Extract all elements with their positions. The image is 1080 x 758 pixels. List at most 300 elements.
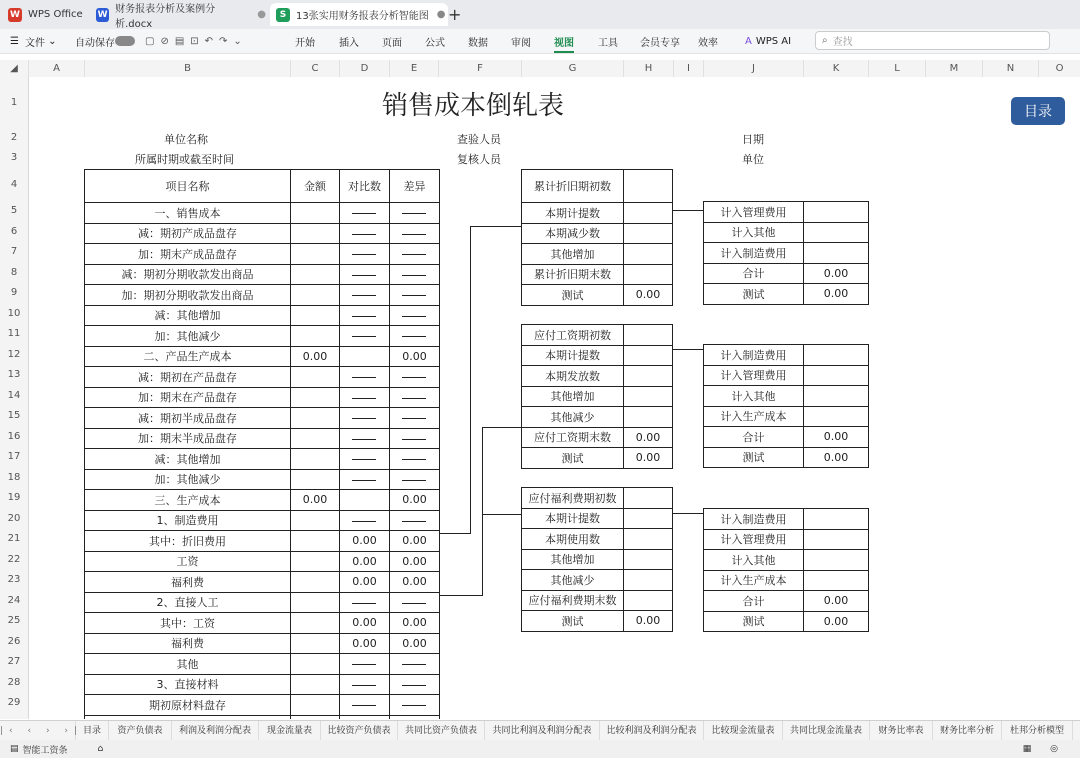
table-cell[interactable]: 二、产品生产成本 <box>85 346 291 367</box>
row-header[interactable]: 18 <box>7 471 21 483</box>
tab-tools[interactable]: 工具 <box>598 37 618 49</box>
table-cell[interactable] <box>390 203 440 224</box>
table-cell[interactable] <box>390 592 440 613</box>
column-header[interactable]: F <box>439 60 522 77</box>
row-header[interactable]: 7 <box>10 246 18 257</box>
table-cell[interactable] <box>340 490 390 511</box>
table-cell[interactable]: 0.00 <box>390 531 440 552</box>
table-cell[interactable] <box>624 345 673 366</box>
sheet-canvas[interactable] <box>29 77 1080 719</box>
table-cell[interactable] <box>390 264 440 285</box>
table-row <box>85 203 440 224</box>
table-cell[interactable]: 福利费 <box>85 633 291 654</box>
dash-mark <box>402 213 426 214</box>
table-cell[interactable]: 0.00 <box>804 427 869 448</box>
table-cell[interactable] <box>390 449 440 470</box>
table-cell[interactable]: 0.00 <box>340 551 390 572</box>
table-cell[interactable]: 累计折旧期初数 <box>522 170 624 203</box>
table-cell[interactable]: 0.00 <box>340 531 390 552</box>
search-input[interactable] <box>815 31 1050 50</box>
table-cell[interactable] <box>291 305 340 326</box>
column-header[interactable]: E <box>390 60 439 77</box>
row-header[interactable]: 12 <box>7 348 21 360</box>
table-cell[interactable]: 本期计提数 <box>522 345 624 366</box>
row-header[interactable]: 23 <box>7 574 21 585</box>
row-header[interactable]: 19 <box>7 492 21 503</box>
row-header[interactable]: 25 <box>7 615 21 626</box>
table-cell[interactable]: 加：期末半成品盘存 <box>85 428 291 449</box>
table-cell[interactable] <box>390 654 440 675</box>
table-cell[interactable] <box>390 285 440 306</box>
connector-line <box>470 226 471 534</box>
table-cell[interactable]: 0.00 <box>340 572 390 593</box>
table-cell[interactable]: 加：其他减少 <box>85 469 291 490</box>
table-cell[interactable] <box>340 654 390 675</box>
table-cell[interactable] <box>624 508 673 529</box>
tab-page[interactable]: 页面 <box>382 37 402 49</box>
table-cell[interactable]: 0.00 <box>390 613 440 634</box>
row-header[interactable]: 20 <box>7 512 21 524</box>
table-cell[interactable] <box>390 408 440 429</box>
select-all-corner[interactable]: ◢ <box>0 60 29 77</box>
table-cell[interactable]: 计入生产成本 <box>704 570 804 591</box>
column-header[interactable]: A <box>29 60 85 77</box>
table-cell[interactable]: 0.00 <box>624 448 673 469</box>
table-cell[interactable] <box>291 223 340 244</box>
table-cell[interactable] <box>291 613 340 634</box>
table-cell[interactable] <box>804 509 869 530</box>
table-cell[interactable]: 合计 <box>704 591 804 612</box>
table-cell[interactable] <box>340 367 390 388</box>
table-cell[interactable] <box>390 510 440 531</box>
table-cell[interactable]: 0.00 <box>804 611 869 632</box>
row-header[interactable]: 8 <box>10 266 18 278</box>
table-cell[interactable] <box>804 243 869 264</box>
tab-home[interactable]: 开始 <box>295 37 315 49</box>
column-header[interactable]: I <box>674 60 704 77</box>
table-row <box>85 613 440 634</box>
row-header[interactable]: 5 <box>10 205 18 216</box>
sheet-tab[interactable]: 共同比资产负债表 <box>398 721 485 741</box>
table-cell[interactable] <box>291 408 340 429</box>
column-header[interactable]: M <box>926 60 983 77</box>
table-cell[interactable] <box>804 386 869 407</box>
row-header[interactable]: 10 <box>7 307 21 319</box>
table-cell[interactable] <box>624 529 673 550</box>
table-cell[interactable]: 计入管理费用 <box>704 529 804 550</box>
table-cell[interactable] <box>291 449 340 470</box>
view-mode-icons[interactable]: ▦ ◎ <box>1022 744 1066 754</box>
row-header[interactable] <box>0 714 28 720</box>
table-cell[interactable]: 期初原材料盘存 <box>85 695 291 716</box>
table-cell[interactable]: 本期计提数 <box>522 508 624 529</box>
table-cell[interactable] <box>340 326 390 347</box>
table-cell[interactable]: 0.00 <box>390 551 440 572</box>
table-cell[interactable]: 应付工资期初数 <box>522 325 624 346</box>
table-cell[interactable] <box>340 695 390 716</box>
table-cell[interactable]: 0.00 <box>624 427 673 448</box>
table-cell[interactable]: 累计折旧期末数 <box>522 264 624 285</box>
column-header[interactable]: C <box>291 60 340 77</box>
table-cell[interactable]: 减：其他增加 <box>85 305 291 326</box>
connector-line <box>439 533 471 534</box>
table-cell[interactable] <box>340 223 390 244</box>
table-cell[interactable] <box>804 202 869 223</box>
row-header[interactable]: 2 <box>10 132 18 143</box>
table-cell[interactable]: 0.00 <box>390 490 440 511</box>
table-cell[interactable] <box>804 345 869 366</box>
table-cell[interactable]: 其他减少 <box>522 570 624 591</box>
table-cell[interactable] <box>291 695 340 716</box>
table-row <box>522 427 673 448</box>
browser-tab-bar <box>0 0 1080 29</box>
table-row <box>85 387 440 408</box>
file-menu[interactable]: 文件 ⌄ <box>25 35 57 49</box>
table-cell[interactable] <box>624 170 673 203</box>
row-header[interactable]: 26 <box>7 635 21 647</box>
column-title: 金额 <box>291 170 340 203</box>
table-row <box>522 345 673 366</box>
tab-wps-office[interactable] <box>8 3 90 26</box>
status-left-label[interactable]: 智能工资条 <box>22 745 68 756</box>
table-cell[interactable] <box>291 531 340 552</box>
table-cell[interactable] <box>624 264 673 285</box>
table-cell[interactable]: 0.00 <box>291 490 340 511</box>
table-cell[interactable] <box>340 715 390 719</box>
table-cell[interactable]: 福利费 <box>85 572 291 593</box>
table-cell[interactable] <box>390 428 440 449</box>
dash-mark <box>352 459 376 460</box>
table-cell[interactable]: 0.00 <box>804 284 869 305</box>
row-header[interactable]: 3 <box>10 152 18 163</box>
table-cell[interactable] <box>390 367 440 388</box>
sheet-tab[interactable]: 财务比率分析 <box>933 721 1002 741</box>
table-cell[interactable]: 0.00 <box>340 613 390 634</box>
column-header[interactable]: L <box>869 60 926 77</box>
sheet-tab[interactable]: 共同比利润及利润分配表 <box>485 721 600 741</box>
table-cell[interactable]: 三、生产成本 <box>85 490 291 511</box>
table-cell[interactable] <box>291 428 340 449</box>
sheet-tab[interactable]: 目录 <box>76 721 109 741</box>
sheet-tab[interactable]: 比较资产负债表 <box>321 721 398 741</box>
row-header[interactable]: 24 <box>7 594 21 606</box>
table-cell[interactable] <box>340 449 390 470</box>
table-cell[interactable] <box>390 223 440 244</box>
table-cell[interactable] <box>291 367 340 388</box>
table-cell[interactable] <box>340 674 390 695</box>
table-cell[interactable] <box>624 244 673 265</box>
cost-table <box>84 169 440 719</box>
table-cell[interactable]: 计入制造费用 <box>704 345 804 366</box>
table-cell[interactable] <box>291 203 340 224</box>
table-cell[interactable] <box>291 572 340 593</box>
table-cell[interactable] <box>624 407 673 428</box>
row-header[interactable]: 13 <box>7 369 21 380</box>
wps-ai-button[interactable]: A WPS AI <box>745 35 792 47</box>
table-cell[interactable]: 0.00 <box>804 591 869 612</box>
table-cell[interactable] <box>291 326 340 347</box>
table-cell[interactable]: 本期减少数 <box>522 223 624 244</box>
table-cell[interactable]: 测试 <box>704 284 804 305</box>
table-cell[interactable] <box>390 469 440 490</box>
table-cell[interactable] <box>291 654 340 675</box>
table-cell[interactable] <box>624 325 673 346</box>
tab-view[interactable]: 视图 <box>554 29 574 53</box>
table-cell[interactable]: 测试 <box>522 448 624 469</box>
row-header[interactable]: 15 <box>7 410 21 421</box>
table-cell[interactable]: 本期计提数 <box>522 203 624 224</box>
table-cell[interactable]: 减：期初在产品盘存 <box>85 367 291 388</box>
table-cell[interactable]: 加：期末产成品盘存 <box>85 244 291 265</box>
table-cell[interactable]: 其中：折旧费用 <box>85 531 291 552</box>
table-header-row <box>85 170 440 203</box>
table-cell[interactable]: 0.00 <box>804 447 869 468</box>
table-cell[interactable]: 应付福利费期末数 <box>522 590 624 611</box>
row-header[interactable]: 1 <box>10 97 18 108</box>
table-cell[interactable] <box>340 346 390 367</box>
sheet-tab[interactable]: 利润及利润分配表 <box>172 721 259 741</box>
row-header[interactable]: 21 <box>7 533 21 544</box>
table-cell[interactable]: 本期使用数 <box>522 529 624 550</box>
table-cell[interactable] <box>85 715 291 719</box>
table-cell[interactable]: 加：期初分期收款发出商品 <box>85 285 291 306</box>
table-cell[interactable]: 0.00 <box>390 633 440 654</box>
tab-formula[interactable]: 公式 <box>425 37 445 49</box>
directory-button[interactable]: 目录 <box>1011 97 1065 125</box>
column-header[interactable]: G <box>522 60 624 77</box>
table-cell[interactable] <box>291 592 340 613</box>
table-cell[interactable]: 计入管理费用 <box>704 365 804 386</box>
table-cell[interactable]: 应付工资期末数 <box>522 427 624 448</box>
sheet-tab[interactable]: 比较现金流量表 <box>704 721 783 741</box>
table-cell[interactable]: 其中：工资 <box>85 613 291 634</box>
depreciation-alloc-table <box>703 201 869 305</box>
table-cell[interactable] <box>390 305 440 326</box>
row-header[interactable]: 27 <box>7 656 21 667</box>
table-cell[interactable]: 减：期初分期收款发出商品 <box>85 264 291 285</box>
table-cell[interactable]: 其他增加 <box>522 386 624 407</box>
table-cell[interactable]: 0.00 <box>340 633 390 654</box>
table-cell[interactable] <box>390 695 440 716</box>
column-header[interactable]: N <box>983 60 1039 77</box>
table-row <box>522 448 673 469</box>
table-cell[interactable]: 其他减少 <box>522 407 624 428</box>
dash-mark <box>352 254 376 255</box>
table-cell[interactable] <box>291 510 340 531</box>
sheet-tab[interactable]: 财务比率表 <box>870 721 933 741</box>
sheet-tab[interactable]: 比较利润及利润分配表 <box>600 721 704 741</box>
table-cell[interactable] <box>624 366 673 387</box>
column-header[interactable]: B <box>85 60 291 77</box>
sheet-tab-bar <box>0 720 1080 741</box>
table-cell[interactable] <box>340 264 390 285</box>
table-cell[interactable] <box>291 715 340 719</box>
row-header[interactable]: 17 <box>7 451 21 462</box>
table-cell[interactable] <box>390 715 440 719</box>
table-cell[interactable]: 测试 <box>522 611 624 632</box>
table-cell[interactable] <box>804 222 869 243</box>
table-cell[interactable]: 0.00 <box>291 346 340 367</box>
table-cell[interactable]: 应付福利费期初数 <box>522 488 624 509</box>
table-cell[interactable] <box>291 633 340 654</box>
new-tab-icon[interactable]: + <box>448 5 462 24</box>
dash-mark <box>402 275 426 276</box>
welfare-alloc-table <box>703 508 869 632</box>
table-cell[interactable] <box>340 285 390 306</box>
search-icon: ⌕ <box>822 35 828 46</box>
table-cell[interactable] <box>340 469 390 490</box>
table-cell[interactable] <box>340 244 390 265</box>
table-cell[interactable]: 其他 <box>85 654 291 675</box>
tab-docx[interactable] <box>96 3 266 30</box>
word-doc-icon: W <box>97 9 108 20</box>
column-header[interactable]: H <box>624 60 674 77</box>
table-cell[interactable]: 1、制造费用 <box>85 510 291 531</box>
table-cell[interactable] <box>291 387 340 408</box>
table-cell[interactable] <box>804 529 869 550</box>
table-cell[interactable]: 计入其他 <box>704 386 804 407</box>
table-cell[interactable]: 计入其他 <box>704 550 804 571</box>
table-cell[interactable]: 本期发放数 <box>522 366 624 387</box>
table-cell[interactable] <box>624 223 673 244</box>
table-row <box>85 592 440 613</box>
table-cell[interactable] <box>291 674 340 695</box>
table-cell[interactable] <box>390 387 440 408</box>
status-mode-icon[interactable]: ⌂ <box>97 744 104 754</box>
table-cell[interactable]: 其他增加 <box>522 549 624 570</box>
table-cell[interactable]: 计入制造费用 <box>704 509 804 530</box>
table-cell[interactable]: 0.00 <box>624 611 673 632</box>
row-header[interactable]: 22 <box>7 553 21 565</box>
table-cell[interactable] <box>804 550 869 571</box>
table-row <box>85 223 440 244</box>
table-cell[interactable] <box>340 408 390 429</box>
table-cell[interactable]: 一、销售成本 <box>85 203 291 224</box>
table-cell[interactable]: 减：其他增加 <box>85 449 291 470</box>
row-header[interactable]: 4 <box>10 179 18 190</box>
table-row <box>85 428 440 449</box>
column-header[interactable]: K <box>804 60 869 77</box>
table-cell[interactable] <box>291 264 340 285</box>
table-cell[interactable] <box>340 592 390 613</box>
table-cell[interactable] <box>390 244 440 265</box>
row-header[interactable]: 29 <box>7 697 21 708</box>
table-cell[interactable]: 合计 <box>704 427 804 448</box>
table-cell[interactable] <box>291 244 340 265</box>
autosave-toggle[interactable] <box>115 29 135 53</box>
table-cell[interactable] <box>624 590 673 611</box>
table-cell[interactable]: 计入其他 <box>704 222 804 243</box>
table-cell[interactable] <box>624 386 673 407</box>
table-cell[interactable] <box>340 428 390 449</box>
column-header[interactable]: O <box>1039 60 1080 77</box>
table-cell[interactable] <box>291 469 340 490</box>
row-header[interactable]: 16 <box>7 430 21 442</box>
table-cell[interactable]: 计入生产成本 <box>704 406 804 427</box>
menu-icon[interactable]: ☰ <box>10 35 19 47</box>
table-cell[interactable]: 其他增加 <box>522 244 624 265</box>
table-cell[interactable]: 合计 <box>704 263 804 284</box>
sheet-nav-icon[interactable]: |‹ ‹ › ›| <box>0 721 76 741</box>
dash-mark <box>352 275 376 276</box>
table-cell[interactable] <box>340 203 390 224</box>
table-row <box>85 510 440 531</box>
table-cell[interactable]: 0.00 <box>390 346 440 367</box>
table-row <box>85 572 440 593</box>
table-cell[interactable] <box>624 570 673 591</box>
tab-insert[interactable]: 插入 <box>339 37 359 49</box>
sheet-tab[interactable]: 资产负债表 <box>109 721 172 741</box>
table-row <box>85 674 440 695</box>
table-cell[interactable] <box>624 488 673 509</box>
table-cell[interactable]: 测试 <box>522 285 624 306</box>
table-cell[interactable]: 计入管理费用 <box>704 202 804 223</box>
table-cell[interactable] <box>340 387 390 408</box>
table-cell[interactable] <box>390 674 440 695</box>
table-cell[interactable]: 计入制造费用 <box>704 243 804 264</box>
table-row <box>704 284 869 305</box>
table-cell[interactable]: 加：期末在产品盘存 <box>85 387 291 408</box>
table-cell[interactable]: 3、直接材料 <box>85 674 291 695</box>
sheet-tab[interactable]: 共同比现金流量表 <box>783 721 870 741</box>
sheet-tab[interactable]: 现金流量表 <box>259 721 321 741</box>
table-row <box>522 407 673 428</box>
row-header[interactable]: 6 <box>10 225 18 237</box>
column-header[interactable]: J <box>704 60 804 77</box>
table-cell[interactable]: 2、直接人工 <box>85 592 291 613</box>
table-cell[interactable] <box>624 203 673 224</box>
dash-mark <box>402 254 426 255</box>
table-cell[interactable] <box>390 326 440 347</box>
table-row <box>85 490 440 511</box>
table-cell[interactable] <box>291 551 340 572</box>
table-row <box>704 611 869 632</box>
tab-data[interactable]: 数据 <box>468 37 488 49</box>
table-cell[interactable] <box>624 549 673 570</box>
tab-spreadsheet[interactable] <box>270 3 448 26</box>
row-header[interactable]: 9 <box>10 287 18 298</box>
table-cell[interactable]: 0.00 <box>624 285 673 306</box>
table-cell[interactable]: 测试 <box>704 611 804 632</box>
table-cell[interactable]: 0.00 <box>804 263 869 284</box>
row-header[interactable]: 11 <box>7 328 21 339</box>
table-cell[interactable]: 工资 <box>85 551 291 572</box>
table-cell[interactable] <box>804 570 869 591</box>
row-header[interactable]: 14 <box>7 389 21 401</box>
table-row <box>704 447 869 468</box>
table-cell[interactable] <box>291 285 340 306</box>
table-cell[interactable]: 加：其他减少 <box>85 326 291 347</box>
table-row <box>85 633 440 654</box>
table-cell[interactable] <box>804 365 869 386</box>
tab-efficiency[interactable]: 效率 <box>698 37 718 49</box>
tab-label: 财务报表分析及案例分析.docx <box>115 3 216 30</box>
table-cell[interactable] <box>804 406 869 427</box>
column-header[interactable]: D <box>340 60 390 77</box>
tab-review[interactable]: 审阅 <box>511 37 531 49</box>
row-header[interactable]: 28 <box>7 676 21 688</box>
tab-member[interactable]: 会员专享 <box>640 37 680 49</box>
dash-mark <box>352 234 376 235</box>
table-cell[interactable] <box>340 510 390 531</box>
quick-actions-icon[interactable]: ▢⊘▤⊡↶↷⌄ <box>145 35 248 47</box>
table-cell[interactable]: 0.00 <box>390 572 440 593</box>
table-cell[interactable]: 减：期初产成品盘存 <box>85 223 291 244</box>
table-cell[interactable]: 测试 <box>704 447 804 468</box>
table-cell[interactable] <box>340 305 390 326</box>
sheet-tab[interactable]: 杜邦分析模型 <box>1002 721 1073 741</box>
table-cell[interactable]: 减：期初半成品盘存 <box>85 408 291 429</box>
